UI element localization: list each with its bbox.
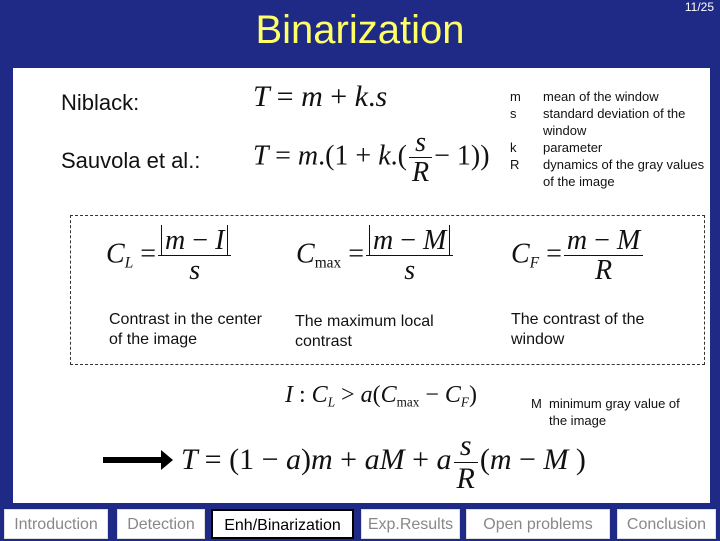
cmax-description: The maximum local contrast	[295, 313, 434, 350]
cmax-formula: $C_{max}$ = $\frac{m - M}{s}$	[296, 226, 455, 286]
contrast-box	[70, 215, 705, 365]
final-formula: T = (1 − a)m + aM + a $\frac{s}{R}$ (m − M )	[181, 429, 586, 495]
legend-key-k: k	[510, 140, 517, 155]
legend-value-m: mean of the window	[543, 89, 659, 104]
slide-title: Binarization	[255, 8, 465, 52]
min-note-value: minimum gray value of the image	[549, 396, 680, 428]
legend-key-s: s	[510, 106, 517, 121]
nav-enh-binarization[interactable]: Enh/Binarization	[211, 509, 354, 539]
sauvola-formula: T = m.(1 + k.( $\frac{s}{R}$ − 1))	[253, 127, 490, 189]
nav-detection[interactable]: Detection	[117, 509, 205, 539]
cf-description: The contrast of the window	[511, 311, 645, 348]
min-note-key: M	[531, 396, 542, 411]
legend-value-k: parameter	[543, 140, 603, 155]
nav-introduction[interactable]: Introduction	[4, 509, 108, 539]
page-number: 11/25	[684, 0, 714, 14]
content-panel	[13, 68, 710, 503]
niblack-formula: T = m + k.s	[253, 80, 388, 113]
cl-description: Contrast in the center of the image	[109, 311, 262, 348]
legend-value-s: standard deviation of the window	[543, 106, 686, 138]
cl-formula: $C_L$ = $\frac{m - I}{s}$	[106, 226, 233, 286]
legend-key-m: m	[510, 89, 521, 104]
sauvola-label: Sauvola et al.:	[61, 148, 201, 173]
nav-open-problems[interactable]: Open problems	[466, 509, 610, 539]
nav-conclusion[interactable]: Conclusion	[617, 509, 716, 539]
legend-key-r: R	[510, 157, 520, 172]
nav-exp-results[interactable]: Exp.Results	[361, 509, 460, 539]
legend-value-r: dynamics of the gray values of the image	[543, 157, 705, 189]
variable-legend	[510, 88, 710, 198]
arrowhead-icon	[161, 450, 173, 470]
arrow-icon	[103, 457, 163, 463]
min-note	[531, 395, 701, 435]
niblack-label: Niblack:	[61, 90, 140, 115]
condition-formula: I : $C_L > a(C_{max} - C_F)$	[285, 382, 477, 410]
cf-formula: $C_F$ = $\frac{m - M}{R}$	[511, 226, 645, 286]
